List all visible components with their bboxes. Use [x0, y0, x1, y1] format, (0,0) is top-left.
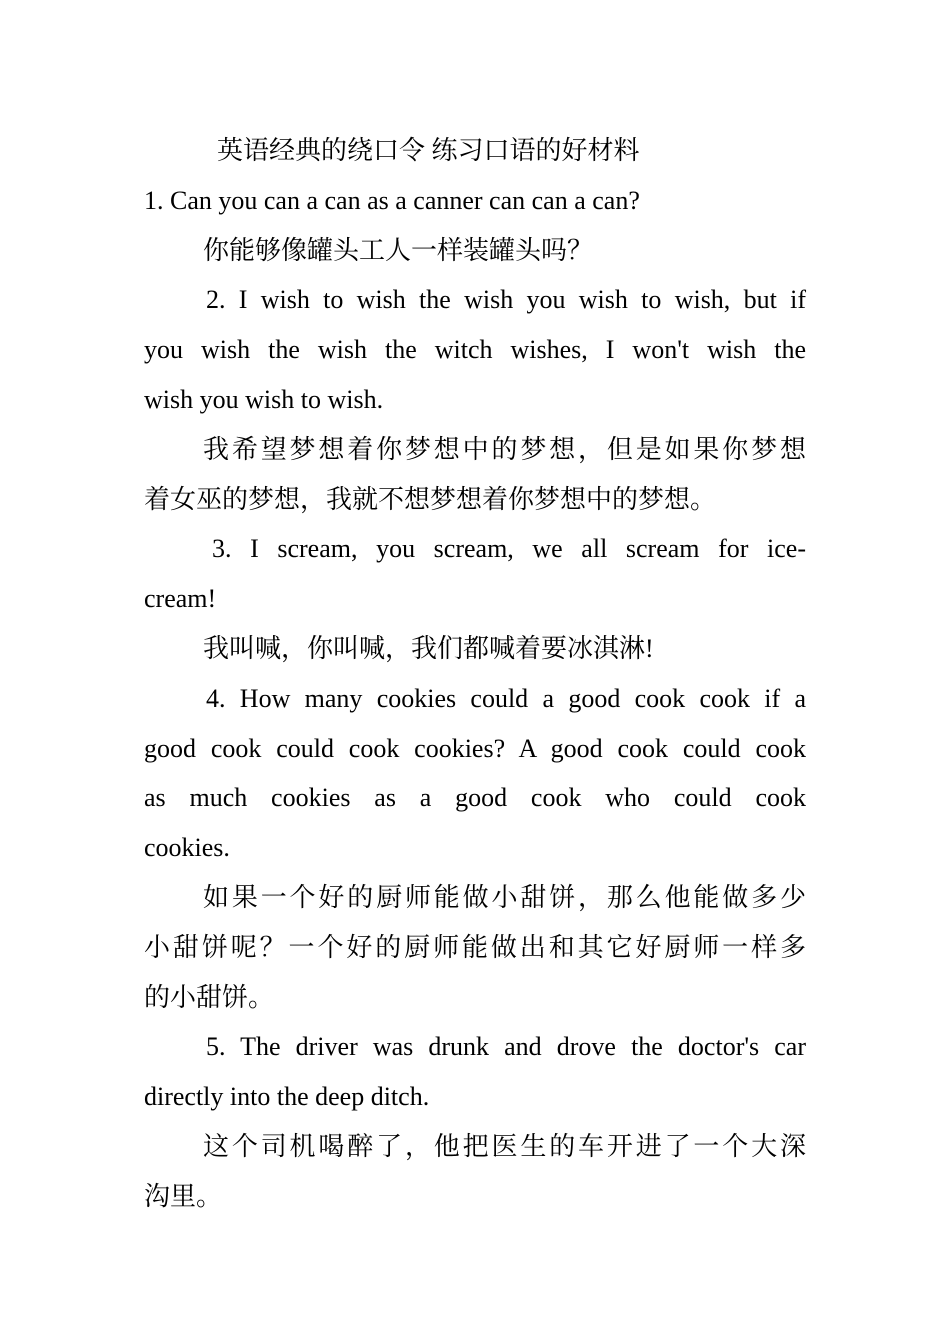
chinese-line: 我叫喊，你叫喊，我们都喊着要冰淇淋!: [203, 633, 654, 663]
document-page: [144, 126, 806, 1222]
chinese-line: 沟里。: [144, 1181, 223, 1211]
document-title: 英语经典的绕口令 练习口语的好材料: [217, 136, 640, 165]
english-line: you wish the wish the witch wishes, I won't wish the: [144, 335, 806, 365]
tongue-twister-3: [144, 524, 806, 673]
chinese-line: 小甜饼呢？一个好的厨师能做出和其它好厨师一样多: [144, 932, 806, 962]
chinese-line: 这个司机喝醉了，他把医生的车开进了一个大深: [203, 1131, 806, 1161]
english-line: 3. I scream, you scream, we all scream for ice-: [212, 534, 806, 564]
tongue-twister-5: [144, 1022, 806, 1221]
tongue-twister-2: [144, 275, 806, 524]
english-line: 2. I wish to wish the wish you wish to wish, but if: [206, 285, 806, 315]
chinese-line: 如果一个好的厨师能做小甜饼，那么他能做多少: [203, 882, 806, 912]
chinese-line: 我希望梦想着你梦想中的梦想，但是如果你梦想: [203, 434, 806, 464]
english-line: 1. Can you can a can as a canner can can a can?: [144, 185, 640, 215]
english-line: 4. How many cookies could a good cook cook if a: [206, 683, 806, 713]
chinese-line: 你能够像罐头工人一样装罐头吗？: [203, 235, 594, 265]
english-line: cream!: [144, 584, 217, 614]
tongue-twister-1: [144, 176, 806, 276]
tongue-twister-4: [144, 674, 806, 1023]
english-line: directly into the deep ditch.: [144, 1082, 430, 1112]
english-line: good cook could cook cookies? A good cook could cook: [144, 733, 806, 763]
english-line: cookies.: [144, 833, 230, 863]
english-line: 5. The driver was drunk and drove the doctor's car: [206, 1032, 806, 1062]
chinese-line: 着女巫的梦想，我就不想梦想着你梦想中的梦想。: [144, 484, 717, 514]
english-line: as much cookies as a good cook who could cook: [144, 783, 806, 813]
english-line: wish you wish to wish.: [144, 384, 384, 414]
chinese-line: 的小甜饼。: [144, 982, 275, 1012]
